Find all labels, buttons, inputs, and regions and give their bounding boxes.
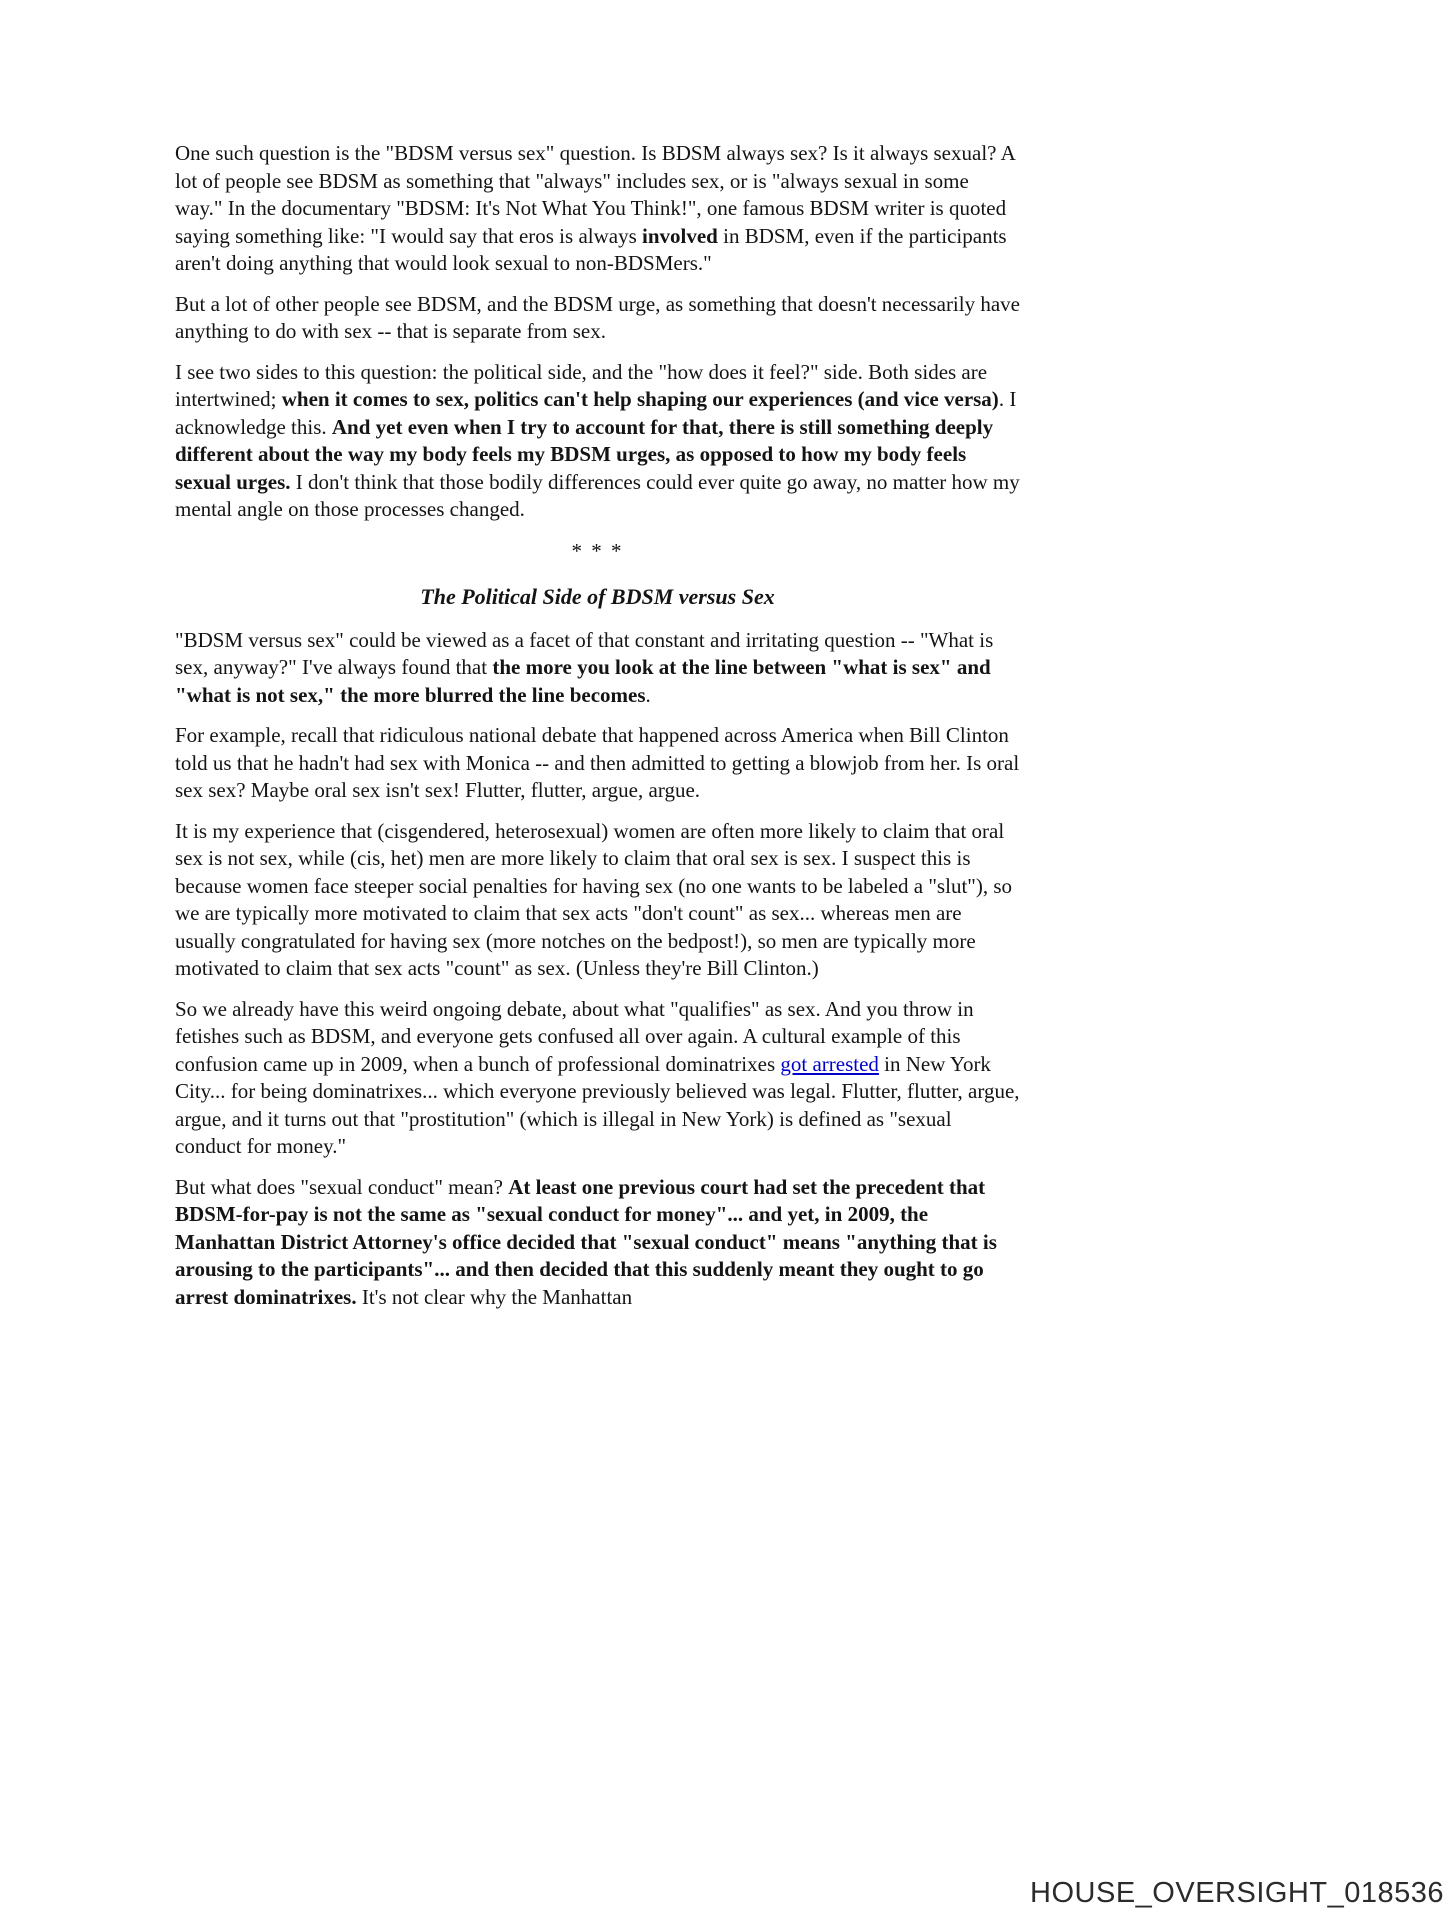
section-separator: * * * <box>571 538 624 563</box>
text-run: in BDSM, even if the participants aren't doing anything that would look sexual to non-BDSMers." <box>175 223 1007 275</box>
text-run: So we already have this weird ongoing debate, about what "qualifies" as sex. And you throw in fetishes such as BDSM, and everyone gets confused all over again. A cultural example of this confusion came up in 2009, when a bunch of professional dominatrixes <box>175 996 974 1076</box>
text-run: It is my experience that (cisgendered, heterosexual) women are often more likely to claim that oral sex is not sex, while (cis, het) men are more likely to claim that oral sex is sex. I suspect this is because women face steeper social penalties for having sex (no one wants to be labeled a "slut"), so we are typically more motivated to claim that sex acts "don't count" as sex... whereas men are usually congratulated for having sex (more notches on the bedpost!), so men are typically more motivated to claim that sex acts "count" as sex. (Unless they're Bill Clinton.) <box>175 818 1013 980</box>
paragraph <box>175 627 1020 710</box>
paragraph <box>175 359 1020 524</box>
bold-text-run: the more you look at the line between "what is sex" and "what is not sex," the more blurred the line becomes <box>175 655 991 707</box>
document-body-text <box>175 140 1020 1324</box>
text-run: One such question is the "BDSM versus sex" question. Is BDSM always sex? Is it always sexual? A lot of people see BDSM as something that "always" includes sex, or is "always sexual in some way." In the documentary "BDSM: It's Not What You Think!", one famous BDSM writer is quoted saying something like: "I would say that eros is always <box>175 141 1015 248</box>
text-run: . <box>645 682 651 707</box>
bold-text-run: And yet even when I try to account for that, there is still something deeply different about the way my body feels my BDSM urges, as opposed to how my body feels sexual urges. <box>175 414 994 494</box>
paragraph <box>175 996 1020 1161</box>
text-run: But a lot of other people see BDSM, and the BDSM urge, as something that doesn't necessarily have anything to do with sex -- that is separate from sex. <box>175 291 1020 343</box>
text-run: For example, recall that ridiculous national debate that happened across America when Bill Clinton told us that he hadn't had sex with Monica -- and then admitted to getting a blowjob from her. Is oral sex sex? Maybe oral sex isn't sex! Flutter, flutter, argue, argue. <box>175 723 1020 802</box>
paragraph <box>175 818 1020 983</box>
text-run: It's not clear why the Manhattan <box>356 1284 633 1309</box>
paragraph <box>175 1174 1020 1312</box>
paragraph <box>175 722 1020 805</box>
section-heading: The Political Side of BDSM versus Sex <box>420 584 775 609</box>
bold-text-run: involved <box>642 223 718 248</box>
text-run: I don't think that those bodily differences could ever quite go away, no matter how my mental angle on those processes changed. <box>175 469 1020 521</box>
got-arrested-link[interactable]: got arrested <box>780 1051 879 1076</box>
text-run: But what does "sexual conduct" mean? <box>175 1174 509 1199</box>
paragraph <box>175 140 1020 278</box>
bold-text-run: when it comes to sex, politics can't help shaping our experiences (and vice versa) <box>281 387 999 411</box>
text-run: . I acknowledge this. <box>175 387 1017 439</box>
text-run: I see two sides to this question: the political side, and the "how does it feel?" side. Both sides are intertwined; <box>175 359 988 411</box>
paragraph <box>175 291 1020 346</box>
bates-number-stamp: HOUSE_OVERSIGHT_018536 <box>1030 1877 1444 1909</box>
bold-text-run: At least one previous court had set the precedent that BDSM-for-pay is not the same as "sexual conduct for money"... and yet, in 2009, the Manhattan District Attorney's office decided that "sexual conduct" means "anything that is arousing to the participants"... and then decided that this suddenly meant they ought to go arrest dominatrixes. <box>175 1174 997 1309</box>
text-run: in New York City... for being dominatrixes... which everyone previously believed was legal. Flutter, flutter, argue, argue, and it turns out that "prostitution" (which is illegal in New York) is defined as "sexual conduct for money." <box>175 1051 1020 1158</box>
text-run: "BDSM versus sex" could be viewed as a facet of that constant and irritating question -- "What is sex, anyway?" I've always found that <box>175 627 994 679</box>
